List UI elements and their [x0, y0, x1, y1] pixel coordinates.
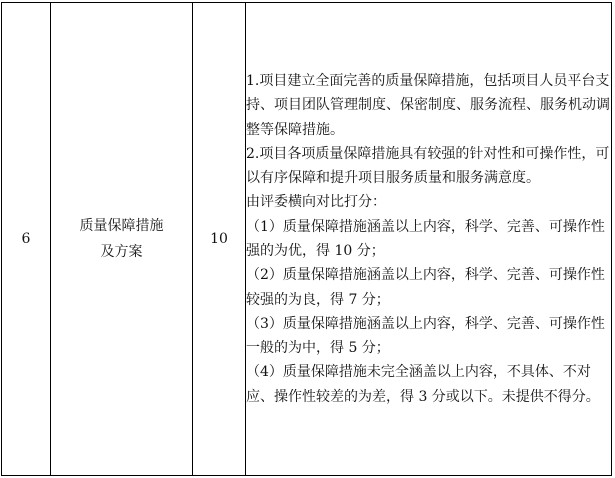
table-row	[2, 3, 612, 476]
evaluation-item-line-2: 及方案	[100, 244, 143, 260]
criteria-paragraph-1: 1.项目建立全面完善的质量保障措施，包括项目人员平台支持、项目团队管理制度、保密制度、服务流程、服务机动调整等保障措施。	[246, 72, 610, 138]
criteria-grade-4: （4）质量保障措施未完全涵盖以上内容，不具体、不对应、操作性较差的为差，得 3 分或以下。未提供不得分。	[246, 364, 600, 405]
criteria-intro: 由评委横向对比打分：	[246, 194, 386, 211]
criteria-cell	[246, 3, 612, 476]
criteria-grade-3: （3）质量保障措施涵盖以上内容，科学、完善、可操作性一般的为中，得 5 分；	[246, 315, 605, 357]
item-number-cell: 6	[2, 3, 51, 476]
scoring-table	[1, 2, 612, 476]
evaluation-item-line-1: 质量保障措施	[79, 218, 164, 234]
criteria-paragraph-2: 2.项目各项质量保障措施具有较强的针对性和可操作性，可以有序保障和提升项目服务质量和服务满意度。	[246, 145, 610, 187]
criteria-grade-1: （1）质量保障措施涵盖以上内容，科学、完善、可操作性强的为优，得 10 分；	[246, 218, 605, 259]
score-cell: 10	[193, 3, 246, 476]
evaluation-item-cell	[51, 3, 193, 476]
criteria-grade-2: （2）质量保障措施涵盖以上内容，科学、完善、可操作性较强的为良，得 7 分；	[246, 267, 605, 308]
